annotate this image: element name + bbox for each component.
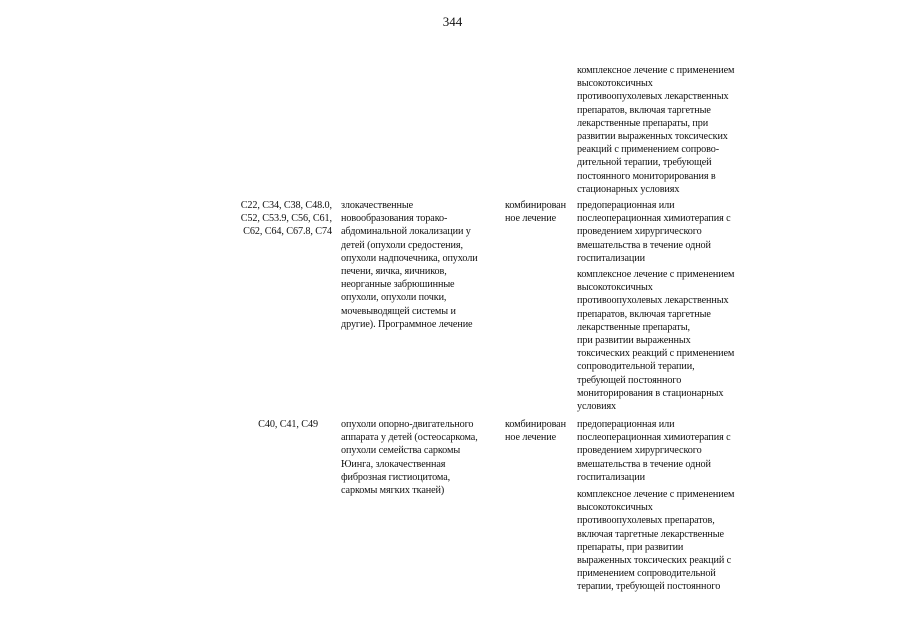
page-number: 344 (442, 14, 463, 29)
icd-codes-row-1: C22, C34, C38, C48.0, C52, C53.9, C56, C61, C62, C64, C67.8, C74 (240, 200, 332, 238)
treatment-row-1-a: предоперационная или послеоперационная химиотерапия с проведением хирургического вмешательства в течение одной госпитализации (577, 200, 731, 264)
diagnosis-row-1: злокачественные новообразования торако- абдоминальной локализации у детей (опухоли средостения, опухоли надпочечника, опухоли печени, яичка, яичников, неорганные забрюшинные опухоли, опухоли почки, мочевыводящей системы и другие). Программное лечение (341, 200, 478, 330)
treatment-row-2-a: предоперационная или послеоперационная химиотерапия с проведением хирургического вмешательства в течение одной госпитализации (577, 419, 731, 483)
treatment-method-row-2: комбинирован ное лечение (505, 419, 566, 444)
treatment-continuation: комплексное лечение с применением высокотоксичных противоопухолевых лекарственных препаратов, включая таргетные лекарственные препараты, при развитии выраженных токсических реакций с применением сопрово- дительной терапии, требующей постоянного мониторирования в стационарных условиях (577, 65, 735, 195)
treatment-row-1-b: комплексное лечение с применением высокотоксичных противоопухолевых лекарственных препаратов, включая таргетные лекарственные препараты, при развитии выраженных токсических реакций с применением сопроводительной терапии, требующей постоянного мониторирования в стационарных условиях (577, 269, 735, 413)
icd-codes-row-2: C40, C41, C49 (258, 419, 318, 430)
diagnosis-row-2: опухоли опорно-двигательного аппарата у детей (остеосаркома, опухоли семейства саркомы Юинга, злокачественная фиброзная гистиоцитома, саркомы мягких тканей) (341, 419, 478, 497)
treatment-row-2-b: комплексное лечение с применением высокотоксичных противоопухолевых препаратов, включая таргетные лекарственные препараты, при развитии выраженных токсических реакций с применением сопроводительной терапии, требующей постоянного (577, 489, 735, 593)
treatment-method-row-1: комбинирован ное лечение (505, 200, 566, 225)
